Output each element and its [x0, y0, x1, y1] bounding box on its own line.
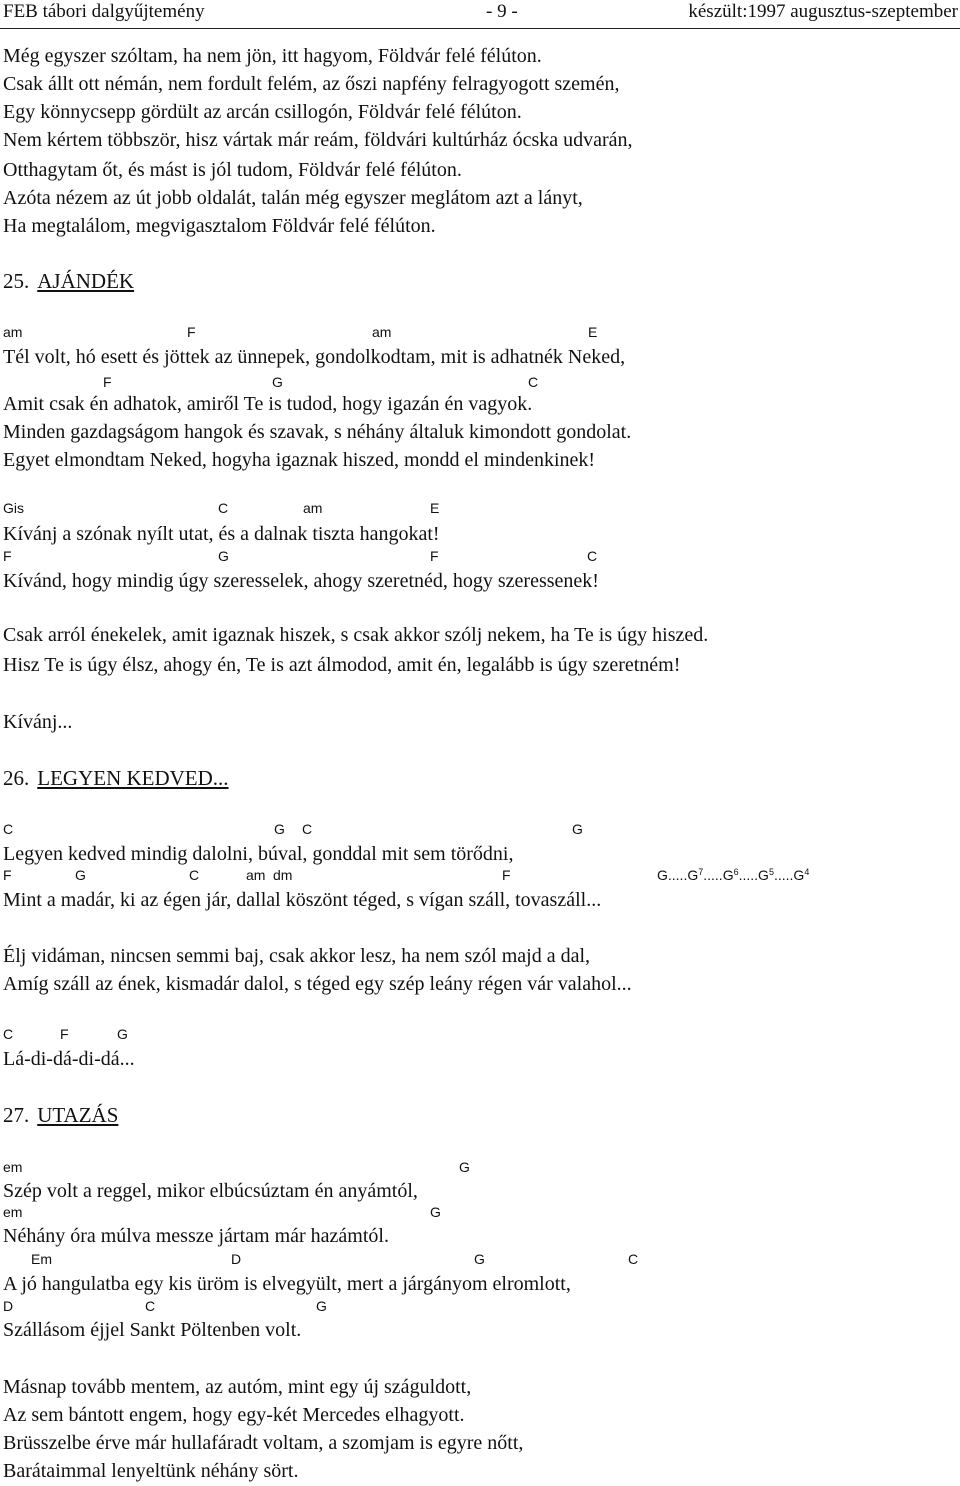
song-number: 27.: [3, 1103, 30, 1127]
lyric-line: Amit csak én adhatok, amiről Te is tudod, hogy igazán én vagyok.: [3, 393, 533, 415]
lyric-line: Amíg száll az ének, kismadár dalol, s téged egy szép leány régen vár valahol...: [3, 973, 632, 995]
lyric-line: Kívánj...: [3, 711, 73, 733]
chord: E: [588, 324, 598, 340]
chord: F: [187, 324, 196, 340]
chord-run: $G.....G^7.....G^6.....G^5.....G^4$: [657, 867, 810, 883]
chord: C: [3, 1026, 14, 1042]
chord: C: [302, 821, 313, 837]
chord: C: [189, 867, 200, 883]
chord: G: [218, 548, 229, 564]
lyric-line: Néhány óra múlva messze jártam már hazámtól.: [3, 1225, 389, 1247]
chord: dm: [273, 867, 293, 883]
chord: G: [572, 821, 583, 837]
chord: Em: [31, 1251, 52, 1267]
lyric-line: Lá-di-dá-di-dá...: [3, 1048, 135, 1070]
chord: F: [3, 867, 12, 883]
lyric-line: Ha megtalálom, megvigasztalom Földvár felé félúton.: [3, 215, 436, 237]
chord: Gis: [3, 500, 24, 516]
chord: am: [303, 500, 323, 516]
header-collection-title: FEB tábori dalgyűjtemény: [3, 1, 205, 22]
header-page-number: - 9 -: [486, 1, 518, 22]
chord: C: [628, 1251, 639, 1267]
header-divider: [0, 28, 960, 29]
lyric-line: Csak arról énekelek, amit igaznak hiszek, s csak akkor szólj nekem, ha Te is úgy hiszed.: [3, 624, 709, 646]
lyric-line: Szállásom éjjel Sankt Pöltenben volt.: [3, 1319, 302, 1341]
lyric-line: Otthagytam őt, és mást is jól tudom, Földvár felé félúton.: [3, 159, 462, 181]
song-title-26: [3, 765, 229, 791]
song-name: UTAZÁS: [37, 1103, 119, 1127]
song-title-25: [3, 268, 134, 294]
chord: G: [430, 1204, 441, 1220]
lyric-line: Barátaimmal lenyeltünk néhány sört.: [3, 1460, 299, 1482]
chord: G: [117, 1026, 128, 1042]
chord: C: [528, 374, 539, 390]
lyric-line: Brüsszelbe érve már hullafáradt voltam, a szomjam is egyre nőtt,: [3, 1432, 524, 1454]
chord: C: [587, 548, 598, 564]
chord: C: [3, 821, 14, 837]
lyric-line: Nem kértem többször, hisz vártak már reám, földvári kultúrház ócska udvarán,: [3, 129, 633, 151]
chord: F: [60, 1026, 69, 1042]
chord: F: [430, 548, 439, 564]
chord: am: [372, 324, 392, 340]
lyric-line: A jó hangulatba egy kis üröm is elvegyült, mert a járgányom elromlott,: [3, 1273, 571, 1295]
chord: F: [103, 374, 112, 390]
song-name: LEGYEN KEDVED...: [37, 766, 229, 790]
chord: E: [430, 500, 440, 516]
chord: G: [75, 867, 86, 883]
lyric-line: Minden gazdagságom hangok és szavak, s néhány általuk kimondott gondolat.: [3, 421, 632, 443]
lyric-line: Még egyszer szóltam, ha nem jön, itt hagyom, Földvár felé félúton.: [3, 45, 542, 67]
chord: G: [316, 1298, 327, 1314]
song-number: 25.: [3, 269, 30, 293]
lyric-line: Kívánd, hogy mindig úgy szeresselek, ahogy szeretnéd, hogy szeressenek!: [3, 570, 599, 592]
lyric-line: Mint a madár, ki az égen jár, dallal köszönt téged, s vígan száll, tovaszáll...: [3, 889, 602, 911]
chord: G: [274, 821, 285, 837]
chord: D: [231, 1251, 242, 1267]
lyric-line: Legyen kedved mindig dalolni, búval, gonddal mit sem törődni,: [3, 843, 514, 865]
lyric-line: Azóta nézem az út jobb oldalát, talán még egyszer meglátom azt a lányt,: [3, 187, 583, 209]
header-date: készült:1997 augusztus-szeptember: [688, 1, 958, 22]
lyric-line: Egyet elmondtam Neked, hogyha igaznak hiszed, mondd el mindenkinek!: [3, 449, 596, 471]
lyric-line: Szép volt a reggel, mikor elbúcsúztam én anyámtól,: [3, 1180, 418, 1202]
song-title-27: [3, 1102, 118, 1128]
chord: am: [246, 867, 266, 883]
chord: em: [3, 1159, 23, 1175]
chord: F: [502, 867, 511, 883]
chord: G: [459, 1159, 470, 1175]
chord: F: [3, 548, 12, 564]
chord: G: [474, 1251, 485, 1267]
song-name: AJÁNDÉK: [37, 269, 135, 293]
lyric-line: Élj vidáman, nincsen semmi baj, csak akkor lesz, ha nem szól majd a dal,: [3, 945, 591, 967]
chord: am: [3, 324, 23, 340]
lyric-line: Az sem bántott engem, hogy egy-két Mercedes elhagyott.: [3, 1404, 465, 1426]
lyric-line: Kívánj a szónak nyílt utat, és a dalnak tiszta hangokat!: [3, 523, 440, 545]
lyric-line: Hisz Te is úgy élsz, ahogy én, Te is azt álmodod, amit én, legalább is úgy szeretném!: [3, 654, 681, 676]
chord: em: [3, 1204, 23, 1220]
chord: D: [3, 1298, 14, 1314]
song-number: 26.: [3, 766, 30, 790]
chord: C: [218, 500, 229, 516]
lyric-line: Egy könnycsepp gördült az arcán csillogón, Földvár felé félúton.: [3, 101, 522, 123]
lyric-line: Másnap tovább mentem, az autóm, mint egy új száguldott,: [3, 1376, 472, 1398]
lyric-line: Csak állt ott némán, nem fordult felém, az őszi napfény felragyogott szemén,: [3, 73, 620, 95]
lyric-line: Tél volt, hó esett és jöttek az ünnepek, gondolkodtam, mit is adhatnék Neked,: [3, 346, 626, 368]
chord: G: [272, 374, 283, 390]
chord: C: [145, 1298, 156, 1314]
